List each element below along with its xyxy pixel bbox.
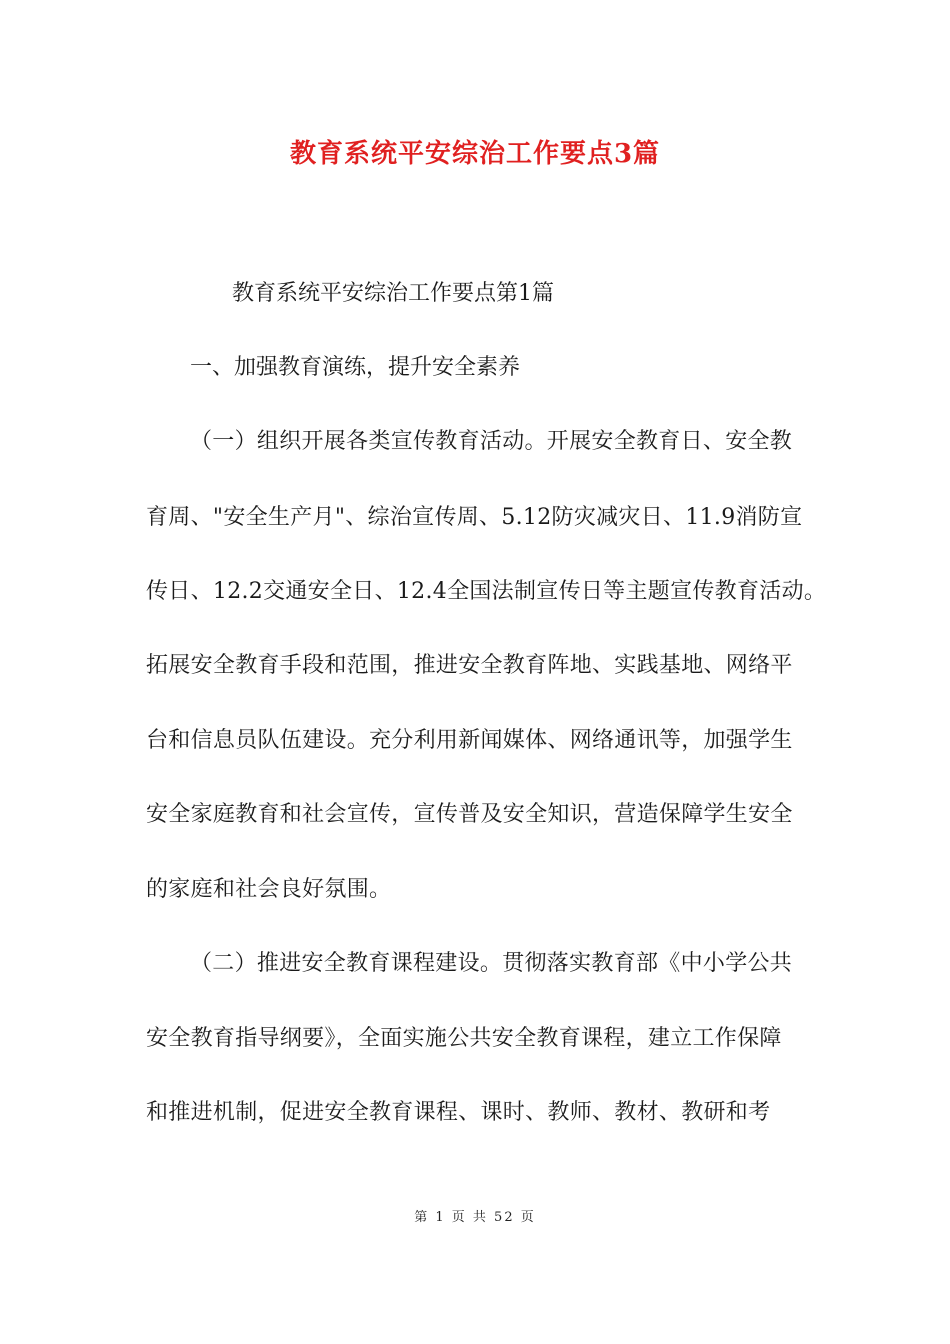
body-line: 和推进机制，促进安全教育课程、课时、教师、教材、教研和考 [146,1100,771,1125]
document-title: 教育系统平安综治工作要点3篇 [289,139,661,169]
page-footer: 第 1 页 共 52 页 [414,1210,536,1225]
body-line: 安全教育指导纲要》，全面实施公共安全教育课程，建立工作保障 [146,1026,782,1051]
article-subtitle: 教育系统平安综治工作要点第1篇 [232,281,554,306]
body-line: 台和信息员队伍建设。充分利用新闻媒体、网络通讯等，加强学生 [146,728,793,753]
body-line: 拓展安全教育手段和范围，推进安全教育阵地、实践基地、网络平 [146,653,793,678]
body-line: 的家庭和社会良好氛围。 [146,877,392,902]
body-line: 安全家庭教育和社会宣传，宣传普及安全知识，营造保障学生安全 [146,802,793,827]
body-line: （一）组织开展各类宣传教育活动。开展安全教育日、安全教 [190,429,793,454]
body-line: 育周、"安全生产月"、综治宣传周、5.12防灾减灾日、11.9消防宣 [146,505,803,530]
body-line: 传日、12.2交通安全日、12.4全国法制宣传日等主题宣传教育活动。 [146,579,827,604]
section-heading: 一、加强教育演练，提升安全素养 [190,355,521,380]
body-line: （二）推进安全教育课程建设。贯彻落实教育部《中小学公共 [190,951,793,976]
